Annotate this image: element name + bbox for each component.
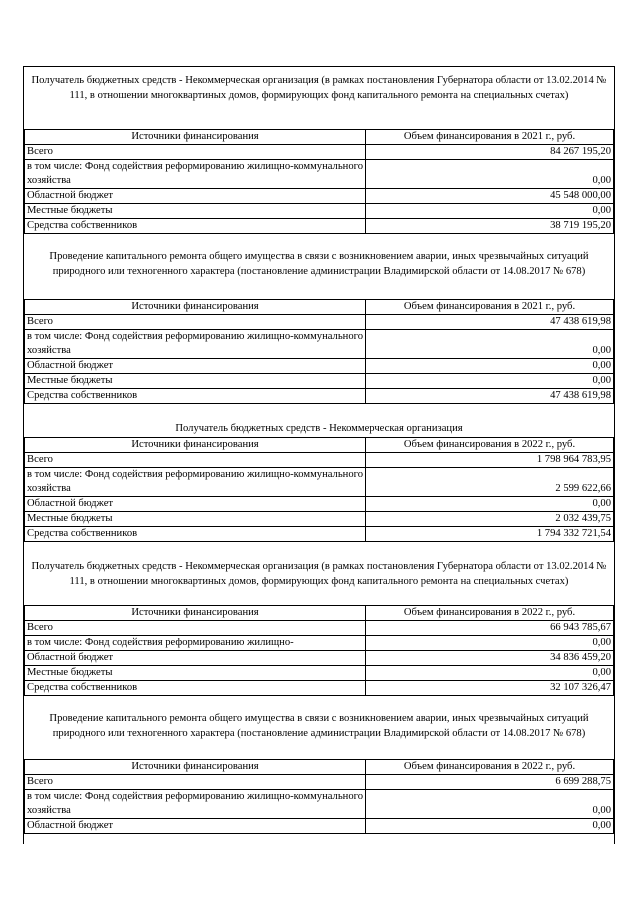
row-label: в том числе: Фонд содействия реформированию жилищно- xyxy=(25,636,366,651)
row-value: 0,00 xyxy=(366,160,614,189)
header-volume: Объем финансирования в 2022 г., руб. xyxy=(366,760,614,775)
table-row xyxy=(25,330,614,359)
row-label: Средства собственников xyxy=(25,681,366,696)
row-label: Средства собственников xyxy=(25,389,366,404)
row-value: 38 719 195,20 xyxy=(366,219,614,234)
table-row xyxy=(25,497,614,512)
row-label: Областной бюджет xyxy=(25,359,366,374)
header-source: Источники финансирования xyxy=(25,438,366,453)
funding-table xyxy=(24,129,614,234)
table-row xyxy=(25,512,614,527)
header-volume: Объем финансирования в 2021 г., руб. xyxy=(366,130,614,145)
row-value: 0,00 xyxy=(366,374,614,389)
row-value: 2 599 622,66 xyxy=(366,468,614,497)
table-row xyxy=(25,666,614,681)
row-value: 0,00 xyxy=(366,359,614,374)
table-row xyxy=(25,468,614,497)
row-value: 47 438 619,98 xyxy=(366,389,614,404)
row-label: Всего xyxy=(25,145,366,160)
row-value: 0,00 xyxy=(366,330,614,359)
row-value: 66 943 785,67 xyxy=(366,621,614,636)
row-label: в том числе: Фонд содействия реформированию жилищно-коммунального хозяйства xyxy=(25,160,366,189)
funding-block-3 xyxy=(24,411,614,542)
row-value: 0,00 xyxy=(366,204,614,219)
table-row xyxy=(25,527,614,542)
row-label: Средства собственников xyxy=(25,219,366,234)
table-row xyxy=(25,374,614,389)
row-value: 45 548 000,00 xyxy=(366,189,614,204)
table-header-row xyxy=(25,760,614,775)
row-value: 0,00 xyxy=(366,497,614,512)
row-label: Областной бюджет xyxy=(25,651,366,666)
table-row xyxy=(25,636,614,651)
row-label: Местные бюджеты xyxy=(25,204,366,219)
header-source: Источники финансирования xyxy=(25,606,366,621)
row-value: 34 836 459,20 xyxy=(366,651,614,666)
table-row xyxy=(25,315,614,330)
header-source: Источники финансирования xyxy=(25,300,366,315)
block-heading: Получатель бюджетных средств - Некоммерческая организация (в рамках постановления Губернатора области от 13.02.2014 № 111, в отношении многоквартиных домов, формирующих фонд капитального ремонта на специальных счетах) xyxy=(31,561,607,587)
row-label: в том числе: Фонд содействия реформированию жилищно-коммунального хозяйства xyxy=(25,468,366,497)
table-row xyxy=(25,651,614,666)
table-row xyxy=(25,453,614,468)
document-frame xyxy=(23,66,615,844)
table-header-row xyxy=(25,606,614,621)
block-heading: Проведение капитального ремонта общего имущества в связи с возникновением аварии, иных чрезвычайных ситуаций природного или техногенного характера (постановление администрации Владимирской области от 14.08.2017 № 678) xyxy=(49,251,589,277)
table-row xyxy=(25,621,614,636)
table-row xyxy=(25,775,614,790)
row-label: в том числе: Фонд содействия реформированию жилищно-коммунального хозяйства xyxy=(25,330,366,359)
row-label: Местные бюджеты xyxy=(25,374,366,389)
row-value: 0,00 xyxy=(366,636,614,651)
table-row xyxy=(25,359,614,374)
row-value: 0,00 xyxy=(366,819,614,834)
row-label: Всего xyxy=(25,775,366,790)
table-header-row xyxy=(25,300,614,315)
row-label: Всего xyxy=(25,621,366,636)
table-row xyxy=(25,790,614,819)
block-heading: Получатель бюджетных средств - Некоммерческая организация (в рамках постановления Губернатора области от 13.02.2014 № 111, в отношении многоквартиных домов, формирующих фонд капитального ремонта на специальных счетах) xyxy=(31,75,607,101)
header-volume: Объем финансирования в 2022 г., руб. xyxy=(366,606,614,621)
table-header-row xyxy=(25,130,614,145)
row-label: Всего xyxy=(25,453,366,468)
block-heading: Проведение капитального ремонта общего имущества в связи с возникновением аварии, иных чрезвычайных ситуаций природного или техногенного характера (постановление администрации Владимирской области от 14.08.2017 № 678) xyxy=(49,713,589,739)
table-row xyxy=(25,389,614,404)
funding-block-4 xyxy=(24,553,614,696)
row-label: Областной бюджет xyxy=(25,497,366,512)
row-value: 0,00 xyxy=(366,790,614,819)
row-label: Местные бюджеты xyxy=(25,512,366,527)
row-label: Всего xyxy=(25,315,366,330)
row-value: 1 794 332 721,54 xyxy=(366,527,614,542)
table-row xyxy=(25,819,614,834)
row-value: 2 032 439,75 xyxy=(366,512,614,527)
row-value: 47 438 619,98 xyxy=(366,315,614,330)
funding-block-1 xyxy=(24,67,614,234)
table-row xyxy=(25,145,614,160)
row-value: 1 798 964 783,95 xyxy=(366,453,614,468)
row-label: в том числе: Фонд содействия реформированию жилищно-коммунального хозяйства xyxy=(25,790,366,819)
funding-table xyxy=(24,437,614,542)
funding-table xyxy=(24,299,614,404)
table-header-row xyxy=(25,438,614,453)
row-label: Областной бюджет xyxy=(25,819,366,834)
funding-table xyxy=(24,759,614,834)
row-label: Местные бюджеты xyxy=(25,666,366,681)
table-row xyxy=(25,160,614,189)
table-row xyxy=(25,681,614,696)
table-row xyxy=(25,219,614,234)
header-source: Источники финансирования xyxy=(25,130,366,145)
row-label: Областной бюджет xyxy=(25,189,366,204)
table-row xyxy=(25,189,614,204)
funding-table xyxy=(24,605,614,696)
table-row xyxy=(25,204,614,219)
funding-block-2 xyxy=(24,241,614,404)
block-heading: Получатель бюджетных средств - Некоммерческая организация xyxy=(175,423,463,434)
row-value: 6 699 288,75 xyxy=(366,775,614,790)
funding-block-5 xyxy=(24,701,614,834)
row-value: 0,00 xyxy=(366,666,614,681)
row-label: Средства собственников xyxy=(25,527,366,542)
row-value: 84 267 195,20 xyxy=(366,145,614,160)
header-volume: Объем финансирования в 2021 г., руб. xyxy=(366,300,614,315)
header-volume: Объем финансирования в 2022 г., руб. xyxy=(366,438,614,453)
header-source: Источники финансирования xyxy=(25,760,366,775)
row-value: 32 107 326,47 xyxy=(366,681,614,696)
